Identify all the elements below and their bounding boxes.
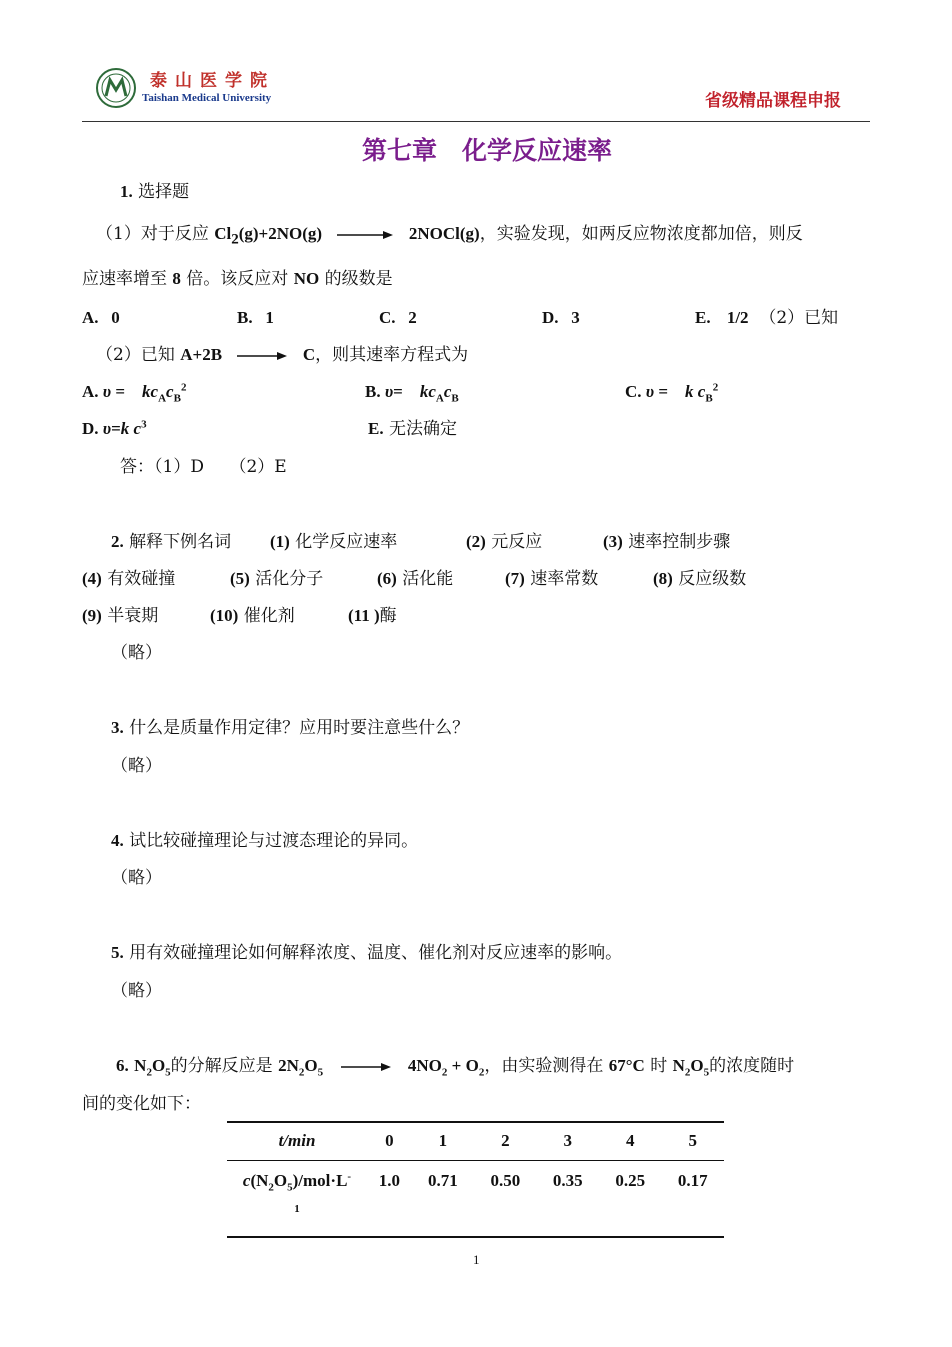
question-6-line1: 6. $N_2O_5$的分解反应是 $2N_2O_5$ $4NO_2 + O_2$，由实验测得在 67°C 时 $N_2O_5$的浓度随时 — [116, 1056, 795, 1079]
reaction-arrow-icon — [335, 230, 395, 240]
question-2-line1: 2. 解释下例名词 — [111, 532, 232, 552]
concentration-cell: 1.0 — [378, 1170, 400, 1190]
header-divider — [82, 121, 870, 122]
question-1-sub2: （2）已知 A+2B C，则其速率方程式为 — [96, 345, 469, 365]
option-b: B. 1 — [237, 308, 274, 327]
rate-option-a: A. υ = $kc_Ac_B^2$ — [82, 381, 187, 405]
question-1-sub1-line1: （1）对于反应 $Cl_2(g)+2NO(g)$ 2NOCl(g)，实验发现，如两反应物浓度都加倍，则反 — [96, 224, 803, 248]
time-cell: 1 — [438, 1130, 448, 1150]
concentration-cell: 0.35 — [552, 1170, 583, 1190]
question-3-answer: （略） — [111, 756, 162, 776]
concentration-cell: 0.17 — [677, 1170, 708, 1190]
table-bottom-rule — [227, 1236, 724, 1238]
option-d: D. 3 — [542, 308, 580, 327]
concentration-cell: 0.25 — [615, 1170, 646, 1190]
reaction-arrow-icon — [235, 351, 289, 361]
rate-option-d: D. υ=k $c^3$ — [82, 418, 147, 438]
term-6: (6) 活化能 — [377, 569, 454, 589]
question-2-answer: （略） — [111, 643, 162, 663]
question-6-line2: 间的变化如下： — [82, 1094, 201, 1114]
time-cell: 3 — [563, 1130, 573, 1150]
question-5-answer: （略） — [111, 981, 162, 1001]
concentration-header: $c(N_2O_5)/mol\cdot L^-$ 1 — [242, 1169, 352, 1215]
term-7: (7) 速率常数 — [505, 569, 599, 589]
question-1-sub1-line2: 应速率增至 8 倍。该反应对 NO 的级数是 — [82, 269, 393, 289]
reaction-arrow-icon — [339, 1062, 393, 1072]
rate-option-e: E. 无法确定 — [368, 419, 457, 439]
term-2: (2) 元反应 — [466, 532, 543, 552]
option-c: C. 2 — [379, 308, 417, 327]
concentration-cell: 0.71 — [427, 1170, 458, 1190]
term-10: (10) 催化剂 — [210, 606, 295, 626]
term-5: (5) 活化分子 — [230, 569, 324, 589]
question-1-answer: 答：（1）D （2）E — [120, 457, 287, 477]
term-9: (9) 半衰期 — [82, 606, 159, 626]
university-seal-icon — [96, 68, 136, 108]
time-cell: 4 — [626, 1130, 635, 1150]
time-header: t/min — [278, 1130, 316, 1150]
question-5: 5. 用有效碰撞理论如何解释浓度、温度、催化剂对反应速率的影响。 — [111, 943, 623, 963]
question-1-heading: 1. 选择题 — [120, 182, 190, 202]
rate-option-c: C. υ = k $c_B^2$ — [625, 381, 719, 405]
option-a: A. 0 — [82, 308, 120, 327]
time-cell: 0 — [385, 1130, 394, 1150]
table-header-row — [227, 1122, 724, 1160]
time-cell: 5 — [688, 1130, 697, 1150]
term-1: (1) 化学反应速率 — [270, 532, 398, 552]
term-8: (8) 反应级数 — [653, 569, 747, 589]
term-4: (4) 有效碰撞 — [82, 569, 176, 589]
concentration-table — [227, 1122, 724, 1236]
term-3: (3) 速率控制步骤 — [603, 532, 731, 552]
question-4: 4. 试比较碰撞理论与过渡态理论的异同。 — [111, 831, 419, 851]
term-11: (11 )酶 — [348, 606, 397, 626]
university-logo — [96, 68, 136, 108]
page-number: 1 — [473, 1252, 480, 1267]
logo-chinese-name: 泰山医学院 — [150, 71, 275, 91]
question-4-answer: （略） — [111, 868, 162, 888]
question-3: 3. 什么是质量作用定律？应用时要注意些什么？ — [111, 718, 470, 738]
concentration-cell: 0.50 — [490, 1170, 521, 1190]
table-data-row — [227, 1160, 724, 1236]
option-e: E. 1/2 （2）已知 — [695, 308, 839, 328]
rate-option-b: B. υ= $kc_Ac_B$ — [365, 382, 459, 405]
chapter-title: 第七章 化学反应速率 — [362, 136, 613, 165]
time-cell: 2 — [501, 1130, 510, 1150]
logo-english-name: Taishan Medical University — [142, 92, 272, 104]
header-course-label: 省级精品课程申报 — [705, 91, 841, 111]
